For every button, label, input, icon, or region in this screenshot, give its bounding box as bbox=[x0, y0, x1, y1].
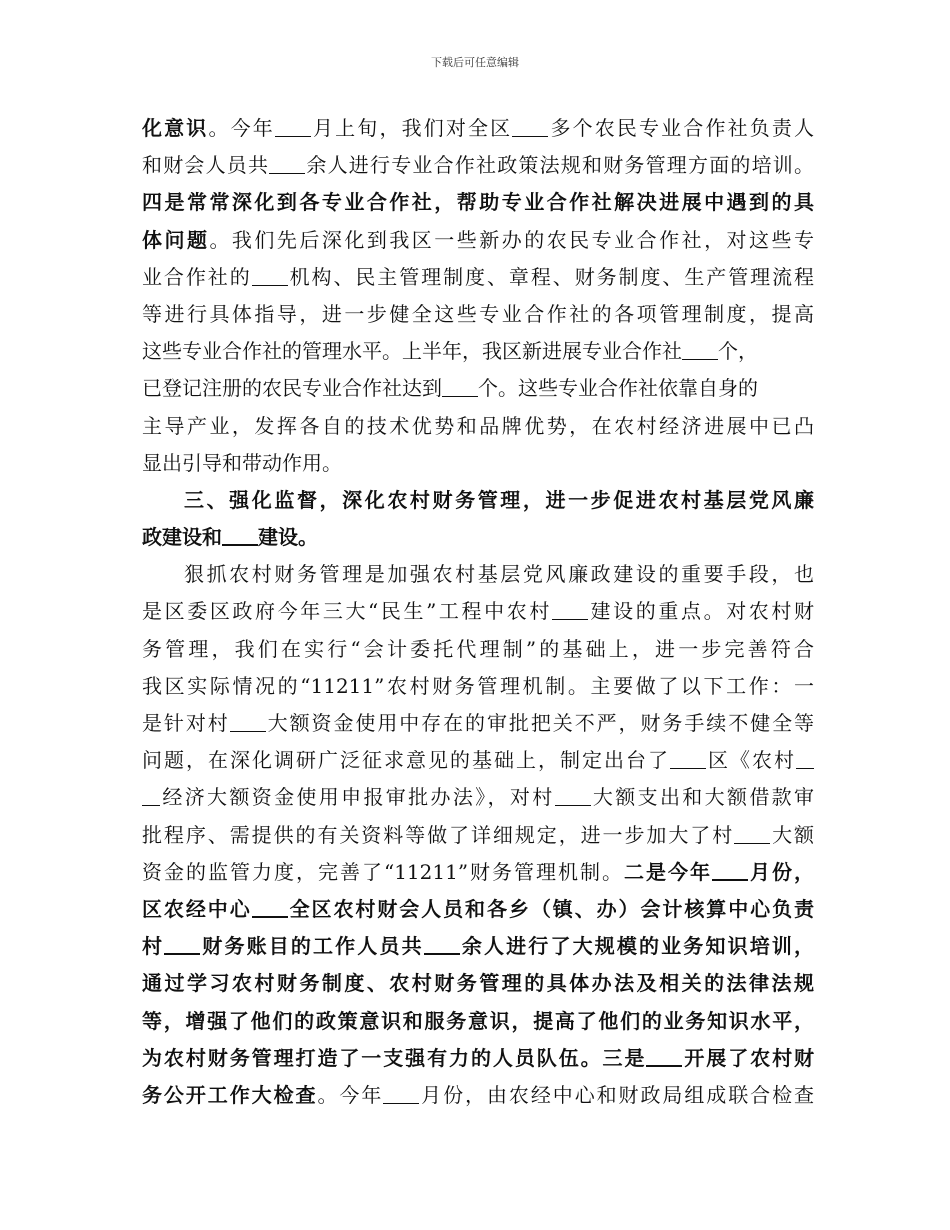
bold-text-segment: 通过学习农村财务制度、农村财务管理的具体办法及相关的法律法规 bbox=[142, 971, 814, 996]
fill-in-blank bbox=[383, 1083, 419, 1104]
text-line bbox=[142, 556, 814, 593]
text-line bbox=[142, 445, 814, 482]
text-segment: 。今年 bbox=[208, 116, 275, 140]
fill-in-blank bbox=[269, 153, 305, 174]
bold-text-segment: 村 bbox=[142, 934, 165, 959]
text-segment: 是区委区政府今年三大“民生”工程中农村 bbox=[142, 599, 552, 624]
bold-text-segment: 财务账目的工作人员共 bbox=[200, 934, 424, 959]
text-segment: 个， bbox=[718, 339, 758, 364]
text-line bbox=[142, 408, 814, 445]
bold-text-segment: 建设。 bbox=[258, 525, 318, 550]
fill-in-blank bbox=[164, 933, 200, 955]
fill-in-blank bbox=[252, 896, 288, 918]
text-segment: 我区实际情况的“11211”农村财务管理机制。主要做了以下工作：一 bbox=[142, 673, 814, 698]
fill-in-blank bbox=[275, 116, 311, 137]
bold-text-segment: 三、强化监督，深化农村财务管理，进一步促进农村基层党风廉 bbox=[184, 487, 814, 512]
bold-text-segment: 四是常常深化到各专业合作社，帮助专业合作社解决进展中遇到的具 bbox=[142, 190, 814, 215]
fill-in-blank bbox=[424, 933, 460, 955]
bold-text-segment: 区农经中心 bbox=[142, 896, 252, 921]
text-line bbox=[142, 482, 814, 519]
text-line bbox=[142, 593, 814, 630]
text-line bbox=[142, 184, 814, 221]
text-line bbox=[142, 147, 814, 184]
text-line bbox=[142, 631, 814, 668]
text-line bbox=[142, 370, 814, 407]
text-segment: 业合作社的 bbox=[142, 264, 252, 289]
text-line bbox=[142, 1003, 814, 1040]
text-segment: 批程序、需提供的有关资料等做了详细规定，进一步加大了村 bbox=[142, 822, 735, 847]
page-header-note: 下载后可任意编辑 bbox=[431, 56, 519, 69]
fill-in-blank bbox=[555, 785, 591, 806]
document-body bbox=[142, 110, 814, 1114]
text-segment: 个。这些专业合作社依靠自身的 bbox=[478, 376, 758, 401]
text-segment: 大额资金使用中存在的审批把关不严，财务手续不健全等 bbox=[265, 711, 814, 735]
bold-text-segment: 月份， bbox=[748, 859, 814, 884]
text-segment: 。我们先后深化到我区一些新办的农民专业合作社，对这些专 bbox=[209, 227, 814, 252]
text-line bbox=[142, 259, 814, 296]
fill-in-blank bbox=[734, 823, 770, 844]
bold-text-segment: 开展了农村财 bbox=[682, 1045, 814, 1070]
text-segment: 经济大额资金使用申报审批办法》，对村 bbox=[160, 785, 555, 810]
text-line bbox=[142, 817, 814, 854]
text-line bbox=[142, 742, 814, 779]
fill-in-blank bbox=[670, 748, 706, 769]
text-segment: 大额 bbox=[770, 822, 814, 847]
text-segment: 余人进行专业合作社政策法规和财务管理方面的培训。 bbox=[305, 153, 814, 178]
text-line bbox=[142, 705, 814, 742]
text-segment: 区《农村 bbox=[706, 748, 796, 773]
bold-text-segment: 余人进行了大规模的业务知识培训， bbox=[459, 934, 814, 959]
text-line bbox=[142, 333, 814, 370]
fill-in-blank bbox=[230, 711, 266, 732]
text-segment: 这些专业合作社的管理水平。上半年，我区新进展专业合作社 bbox=[142, 339, 682, 364]
bold-text-segment: 体问题 bbox=[142, 227, 210, 252]
text-line bbox=[142, 110, 814, 147]
text-segment: 狠抓农村财务管理是加强农村基层党风廉政建设的重要手段，也 bbox=[184, 562, 814, 587]
bold-text-segment: 政建设和 bbox=[142, 525, 222, 550]
bold-text-segment: 等，增强了他们的政策意识和服务意识，提高了他们的业务知识水平， bbox=[142, 1008, 814, 1033]
text-line bbox=[142, 854, 814, 891]
text-segment: 主导产业，发挥各自的技术优势和品牌优势，在农村经济进展中已凸 bbox=[142, 413, 814, 438]
text-line bbox=[142, 779, 814, 816]
text-segment: 。今年 bbox=[317, 1082, 384, 1107]
fill-in-blank bbox=[552, 599, 588, 620]
text-segment: 月份，由农经中心和财政局组成联合检查 bbox=[419, 1082, 814, 1107]
text-segment: 大额支出和大额借款审 bbox=[590, 785, 814, 810]
text-segment: 已登记注册的农民专业合作社达到 bbox=[142, 376, 442, 401]
bold-text-segment: 务公开工作大检查 bbox=[142, 1082, 318, 1107]
bold-text-segment: 二是今年 bbox=[624, 859, 713, 884]
bold-text-segment: 化意识 bbox=[142, 116, 209, 140]
text-segment: 务管理，我们在实行“会计委托代理制”的基础上，进一步完善符合 bbox=[142, 636, 814, 661]
text-line bbox=[142, 928, 814, 965]
text-line bbox=[142, 965, 814, 1002]
fill-in-blank bbox=[712, 859, 748, 881]
text-segment: 建设的重点。对农村财 bbox=[587, 599, 814, 624]
fill-in-blank bbox=[142, 785, 160, 806]
text-line bbox=[142, 519, 814, 556]
text-segment: 和财会人员共 bbox=[142, 153, 270, 178]
fill-in-blank bbox=[252, 265, 288, 286]
fill-in-blank bbox=[442, 376, 478, 397]
text-line bbox=[142, 222, 814, 259]
fill-in-blank bbox=[796, 748, 814, 769]
text-line bbox=[142, 668, 814, 705]
text-line bbox=[142, 1077, 814, 1114]
text-segment: 月上旬，我们对全区 bbox=[310, 116, 513, 140]
text-segment: 资金的监管力度，完善了“11211”财务管理机制。 bbox=[142, 859, 625, 884]
fill-in-blank bbox=[682, 339, 718, 360]
bold-text-segment: 为农村财务管理打造了一支强有力的人员队伍。三是 bbox=[142, 1045, 647, 1070]
text-segment: 等进行具体指导，进一步健全这些专业合作社的各项管理制度，提高 bbox=[142, 301, 814, 326]
fill-in-blank bbox=[512, 116, 548, 137]
text-line bbox=[142, 296, 814, 333]
text-segment: 机构、民主管理制度、章程、财务制度、生产管理流程 bbox=[287, 264, 814, 289]
text-segment: 是针对村 bbox=[142, 711, 230, 735]
text-line bbox=[142, 1040, 814, 1077]
text-segment: 多个农民专业合作社负责人 bbox=[548, 116, 814, 140]
fill-in-blank bbox=[222, 524, 258, 546]
text-segment: 显出引导和带动作用。 bbox=[142, 450, 342, 475]
text-line bbox=[142, 891, 814, 928]
fill-in-blank bbox=[646, 1045, 682, 1067]
text-segment: 问题，在深化调研广泛征求意见的基础上，制定出台了 bbox=[142, 748, 670, 773]
bold-text-segment: 全区农村财会人员和各乡（镇、办）会计核算中心负责 bbox=[287, 896, 814, 921]
